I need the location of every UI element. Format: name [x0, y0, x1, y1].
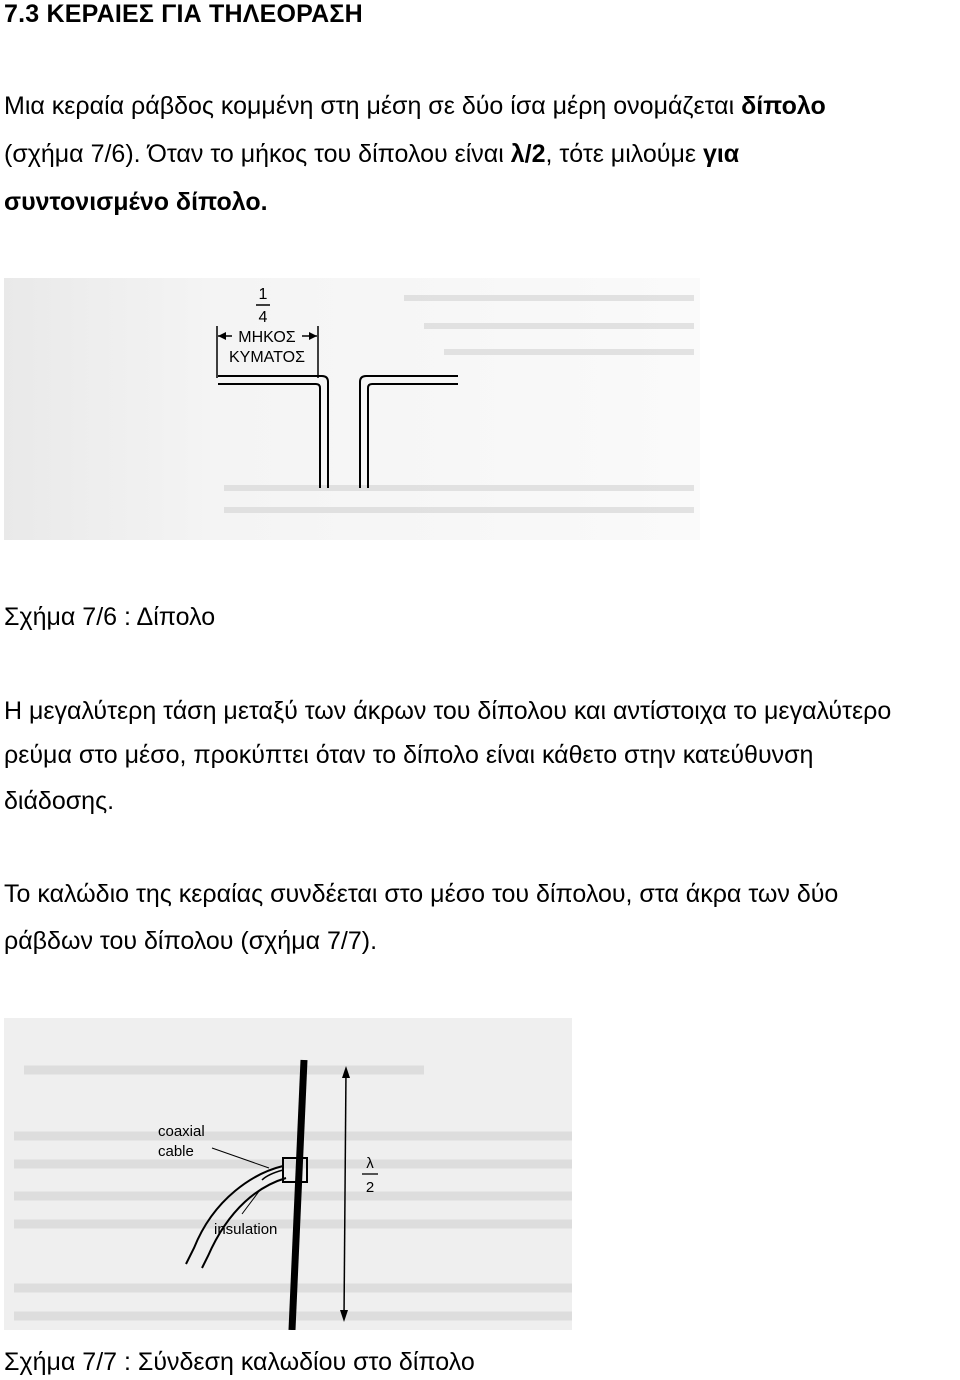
scan-overlay	[4, 1018, 572, 1330]
insulation-label: insulation	[214, 1221, 278, 1238]
para3-line-1: Το καλώδιο της κεραίας συνδέεται στο μέσο του δίπολου, στα άκρα των δύο	[4, 880, 839, 908]
lambda-denominator: 2	[365, 1179, 375, 1196]
wavelength-label-line1: ΜΗΚΟΣ	[238, 329, 296, 346]
intro-bold-text: για	[702, 140, 740, 168]
coaxial-label-line1: coaxial	[158, 1123, 205, 1140]
para3-line-2: ράβδων του δίπολου (σχήμα 7/7).	[4, 927, 378, 955]
cable-connection-diagram	[4, 1018, 572, 1330]
intro-text: , τότε μιλούμε	[545, 140, 703, 168]
para2-line-3: διάδοσης.	[4, 787, 115, 815]
tuned-dipole-term: συντονισμένο δίπολο.	[4, 188, 268, 216]
half-wavelength-term: λ/2	[510, 140, 546, 168]
coaxial-label-line2: cable	[158, 1143, 194, 1160]
dipole-diagram	[4, 278, 700, 540]
para2-line-1: Η μεγαλύτερη τάση μεταξύ των άκρων του δίπολου και αντίστοιχα το μεγαλύτερο	[4, 697, 892, 725]
intro-line-3	[4, 178, 960, 226]
figure-7-6-caption: Σχήμα 7/6 : Δίπολο	[4, 603, 216, 631]
dipole-figure	[4, 278, 700, 540]
cable-connection-figure	[4, 1018, 572, 1330]
fraction-denominator: 4	[258, 309, 268, 326]
lambda-symbol: λ	[366, 1155, 374, 1172]
para2-line-2: ρεύμα στο μέσο, προκύπτει όταν το δίπολο είναι κάθετο στην κατεύθυνση	[4, 741, 814, 769]
intro-line-2	[4, 130, 960, 178]
figure-7-7-caption: Σχήμα 7/7 : Σύνδεση καλωδίου στο δίπολο	[4, 1348, 475, 1376]
intro-text: (σχήμα 7/6). Όταν το μήκος του δίπολου είναι	[4, 140, 511, 168]
fraction-numerator: 1	[258, 286, 268, 303]
intro-text: Μια κεραία ράβδος κομμένη στη μέση σε δύο ίσα μέρη ονομάζεται	[4, 92, 742, 120]
section-heading: 7.3 ΚΕΡΑΙΕΣ ΓΙΑ ΤΗΛΕΟΡΑΣΗ	[4, 0, 363, 28]
scan-background	[4, 278, 700, 540]
dipole-term: δίπολο	[741, 92, 826, 120]
wavelength-label-line2: ΚΥΜΑΤΟΣ	[229, 349, 305, 366]
intro-line-1	[4, 82, 960, 130]
